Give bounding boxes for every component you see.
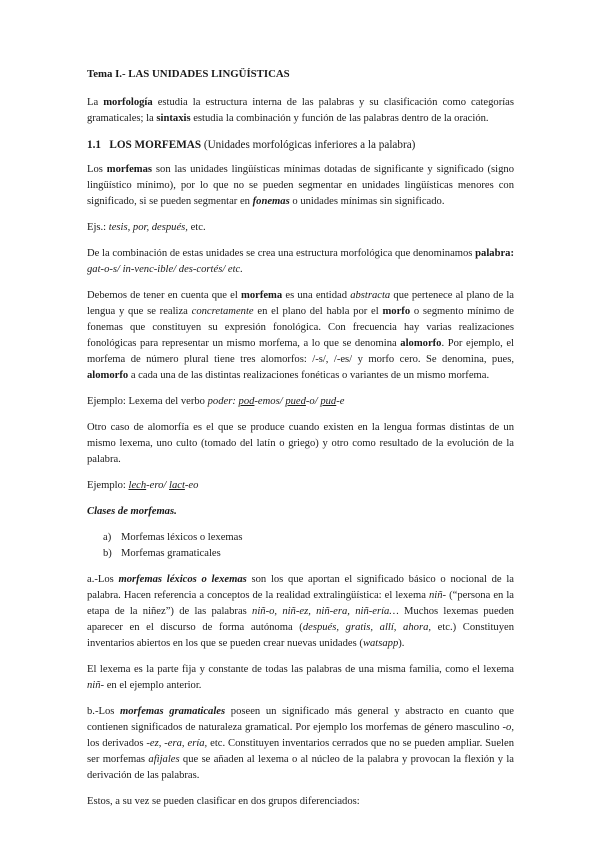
lexeme: lech [128,480,147,491]
list-item [87,530,514,546]
suffix: -o, [502,722,514,733]
suffix: -emos/ [254,396,286,407]
text: etc. [187,222,206,233]
paragraph-lexema-fijo [87,662,514,694]
text: estudia la combinación y función de las palabras dentro de la oración. [190,113,489,124]
lexeme: lact [169,480,185,491]
lexeme: pued [285,396,306,407]
intro-paragraph [87,95,514,127]
list-text: Morfemas gramaticales [121,548,221,559]
text: Ejemplo: [87,480,129,491]
term-morfologia: morfología [103,97,153,108]
term-abstracta: abstracta [350,290,391,301]
text: o unidades mínimas sin significado. [289,196,445,207]
text: Los [87,164,107,175]
section-heading [87,137,514,153]
text: etc. Constituyen inventarios cerrados que no se pueden ampliar. Suelen ser morfemas [87,738,514,765]
term-gramaticales: morfemas gramaticales [120,706,226,717]
paragraph-morfemas [87,162,514,210]
text: estudia la estructura interna de las palabras y su clasificación como categorías gramaticales; la [87,97,514,124]
examples: después, gratis, allí, ahora, [302,622,432,633]
text: Muchos lexemas pueden aparecer en el discurso de forma autónoma ( [87,606,514,633]
list-marker: a) [103,532,112,543]
term-sintaxis: sintaxis [156,113,191,124]
page-title: Tema I.- LAS UNIDADES LINGÜÍSTICAS [87,68,290,80]
term-fonemas: fonemas [252,196,290,207]
text: en el ejemplo anterior. [104,680,202,691]
paragraph-grupos: Estos, a su vez se pueden clasificar en dos grupos diferenciados: [87,796,360,807]
subheading-clases: Clases de morfemas. [87,506,177,517]
section-name: LOS MORFEMAS [109,139,202,151]
lexeme: niñ- [428,590,447,601]
text: Ejs.: [87,222,109,233]
list-marker: b) [103,548,112,559]
term-alomorfo: alomorfo [87,370,129,381]
text: a.-Los [87,574,119,585]
term-morfema: morfema [241,290,283,301]
text: los derivados [87,738,147,749]
term-morfo: morfo [382,306,411,317]
text: b.-Los [87,706,121,717]
examples: watsapp [362,638,399,649]
term-morfemas: morfemas [106,164,153,175]
examples: tesis, por, después, [108,222,188,233]
text: que pertenece al plano de la lengua y que se realiza [87,290,514,317]
paragraph-lexemas [87,572,514,652]
text: La [87,97,104,108]
term-concretamente: concretamente [191,306,254,317]
suffix: -ez, -era, ería, [146,738,208,749]
list-text: Morfemas léxicos o lexemas [121,532,243,543]
text: . Por ejemplo, el morfema de número plural tiene tres alomorfos: /-s/, /-es/ y morfo cero. Se denomina, pues, [87,338,514,365]
text: es una entidad [282,290,351,301]
term-alomorfo: alomorfo [400,338,442,349]
text: etc.) Constituyen inventarios abiertos en los que se pueden crear nuevas unidades ( [87,622,515,649]
lexeme: niñ- [87,680,105,691]
paragraph-alomorfo [87,288,514,384]
example-leche [87,478,514,494]
text: El lexema es la parte fija y constante de todas las palabras de una misma familia, como el lexema [87,664,514,675]
examples: niñ-o, niñ-ez, niñ-era, niñ-ería… [252,606,399,617]
suffix: -e [336,396,345,407]
lexeme: pod [238,396,255,407]
text: a cada una de las distintas realizaciones fonéticas o variantes de un mismo morfema. [128,370,490,381]
text: que se añaden al lexema o al núcleo de la palabra y provocan la flexión y la derivación de las palabras. [87,754,514,781]
term-palabra: palabra: [475,248,514,259]
suffix: -eo [184,480,199,491]
examples-line [87,220,514,236]
lexeme: pud [320,396,337,407]
paragraph-gramaticales [87,704,514,784]
text: o segmento mínimo de fonemas que constituyen su expresión fonológica. Con frecuencia hay varias realizaciones fonológicas para representar un mismo morfema, a lo que se denomina [87,306,514,349]
list-item [87,546,514,562]
text: en el plano del habla por el [253,306,383,317]
text: De la combinación de estas unidades se crea una estructura morfológica que denominamos [87,248,476,259]
term-lexemas: morfemas léxicos o lexemas [118,574,247,585]
verb: poder: [207,396,239,407]
paragraph-alomorfia: Otro caso de alomorfía es el que se produce cuando existen en la lengua formas distintas de un mismo lexema, uno culto (tomado del latín o griego) y otro como resultado de la evolución de la palabra. [87,422,514,465]
classes-list [87,530,514,562]
text: Debemos de tener en cuenta que el [87,290,241,301]
text: son las unidades lingüísticas mínimas dotadas de significante y significado (signo lingüístico mínimo), por lo que no se pueden segmentar en unidades lingüísticas menores con significado, si se pueden segmentar en [87,164,514,207]
examples: gat-o-s/ in-venc-ible/ des-cortés/ etc. [87,264,243,275]
text: son los que aportan el significado básico o nocional de la palabra. Hacen referencia a conceptos de la realidad extralingüística: el lexema [87,574,514,601]
suffix: -ero/ [146,480,170,491]
suffix: -o/ [305,396,321,407]
text: (“persona en la etapa de la niñez”) de las palabras [87,590,515,617]
section-subtitle: (Unidades morfológicas inferiores a la palabra) [201,139,416,151]
section-number: 1.1 [87,139,101,151]
text: poseen un significado más general y abstracto en cuanto que contienen significados de naturaleza gramatical. Por ejemplo los morfemas de género masculino [87,706,514,733]
example-poder [87,394,514,410]
paragraph-palabra [87,246,514,278]
text: ). [398,638,405,649]
text: Ejemplo: Lexema del verbo [87,396,208,407]
term-afijales: afijales [148,754,180,765]
